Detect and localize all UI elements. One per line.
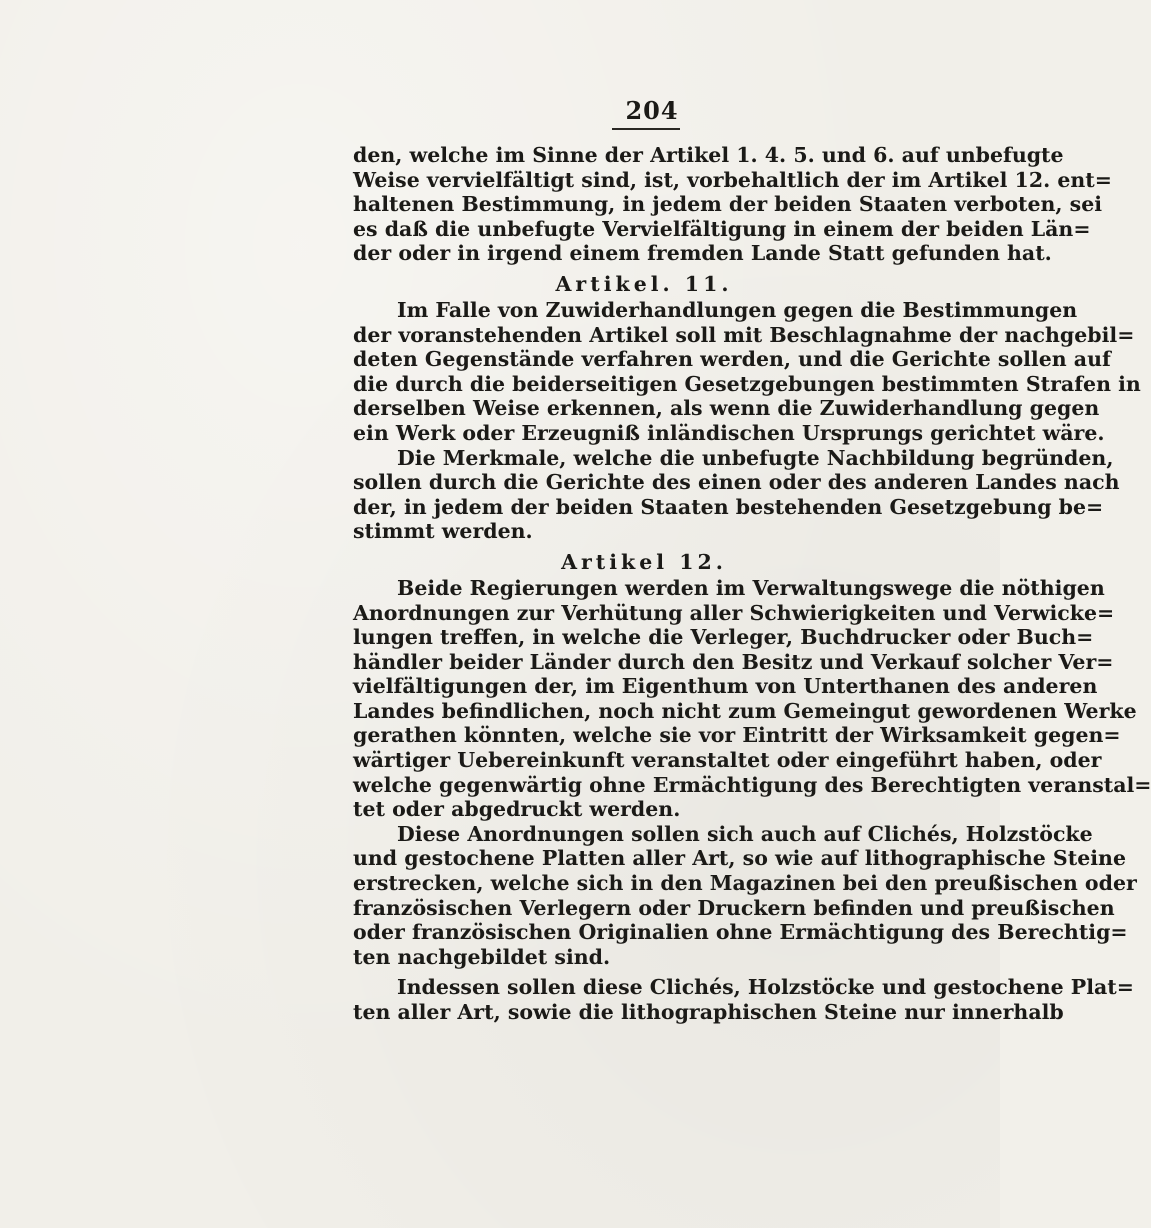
text-line: sollen durch die Gerichte des einen oder des anderen Landes nach <box>353 470 1120 495</box>
text-line: Im Falle von Zuwiderhandlungen gegen die Bestimmungen <box>397 297 1078 322</box>
text-line: stimmt werden. <box>353 519 533 544</box>
text-line: ten nachgebildet sind. <box>353 944 611 969</box>
text-line: wärtiger Uebereinkunft veranstaltet oder eingeführt haben, oder <box>353 748 1102 773</box>
text-line: ein Werk oder Erzeugniß inländischen Ursprungs gerichtet wäre. <box>353 420 1105 445</box>
text-line: der oder in irgend einem fremden Lande Statt gefunden hat. <box>353 241 1052 266</box>
text-line: die durch die beiderseitigen Gesetzgebungen bestimmten Strafen in <box>353 371 1141 396</box>
text-line: haltenen Bestimmung, in jedem der beiden Staaten verboten, sei <box>353 192 1103 217</box>
text-line: tet oder abgedruckt werden. <box>353 797 681 822</box>
paragraph-4 <box>353 575 1151 822</box>
text-line: den, welche im Sinne der Artikel 1. 4. 5. und 6. auf unbefugte <box>353 143 1064 167</box>
paragraph-2 <box>353 297 1141 446</box>
paragraph-1 <box>353 143 1112 266</box>
text-line: Anordnungen zur Verhütung aller Schwierigkeiten und Verwicke= <box>353 600 1115 625</box>
article-heading-11: Artikel. 11. <box>555 271 733 296</box>
text-line: Weise vervielfältigt sind, ist, vorbehaltlich der im Artikel 12. ent= <box>353 167 1112 192</box>
text-line: Die Merkmale, welche die unbefugte Nachbildung begründen, <box>397 445 1114 470</box>
text-line: vielfältigungen der, im Eigenthum von Unterthanen des anderen <box>353 674 1098 699</box>
body-text <box>353 143 1151 1025</box>
text-line: gerathen könnten, welche sie vor Eintritt der Wirksamkeit gegen= <box>353 723 1121 748</box>
text-line: Diese Anordnungen sollen sich auch auf Clichés, Holzstöcke <box>397 821 1093 846</box>
text-line: der, in jedem der beiden Staaten bestehenden Gesetzgebung be= <box>353 494 1104 519</box>
text-line: ten aller Art, sowie die lithographischen Steine nur innerhalb <box>353 1000 1064 1024</box>
text-line: es daß die unbefugte Vervielfältigung in einem der beiden Län= <box>353 216 1091 241</box>
article-heading-12: Artikel 12. <box>561 549 727 574</box>
text-line: Indessen sollen diese Clichés, Holzstöcke und gestochene Plat= <box>397 975 1134 1000</box>
text-line: welche gegenwärtig ohne Ermächtigung des Berechtigten veranstal= <box>353 772 1151 797</box>
paragraph-5 <box>353 821 1137 970</box>
text-line: lungen treffen, in welche die Verleger, Buchdrucker oder Buch= <box>353 625 1094 650</box>
paragraph-6 <box>353 975 1134 1024</box>
text-line: oder französischen Originalien ohne Ermächtigung des Berechtig= <box>353 920 1128 945</box>
text-line: französischen Verlegern oder Druckern befinden und preußischen <box>353 895 1115 920</box>
paragraph-3 <box>353 445 1120 544</box>
text-line: erstrecken, welche sich in den Magazinen bei den preußischen oder <box>353 871 1137 896</box>
text-line: der voranstehenden Artikel soll mit Beschlagnahme der nachgebil= <box>353 322 1135 347</box>
text-line: Landes befindlichen, noch nicht zum Gemeingut gewordenen Werke <box>353 698 1137 723</box>
text-line: händler beider Länder durch den Besitz und Verkauf solcher Ver= <box>353 649 1114 674</box>
page-number: 204 <box>625 96 679 125</box>
text-line: Beide Regierungen werden im Verwaltungswege die nöthigen <box>397 575 1105 600</box>
text-line: deten Gegenstände verfahren werden, und die Gerichte sollen auf <box>353 347 1111 372</box>
text-line: und gestochene Platten aller Art, so wie auf lithographische Steine <box>353 846 1126 871</box>
page-number-rule <box>612 128 680 130</box>
text-line: derselben Weise erkennen, als wenn die Zuwiderhandlung gegen <box>353 396 1100 421</box>
